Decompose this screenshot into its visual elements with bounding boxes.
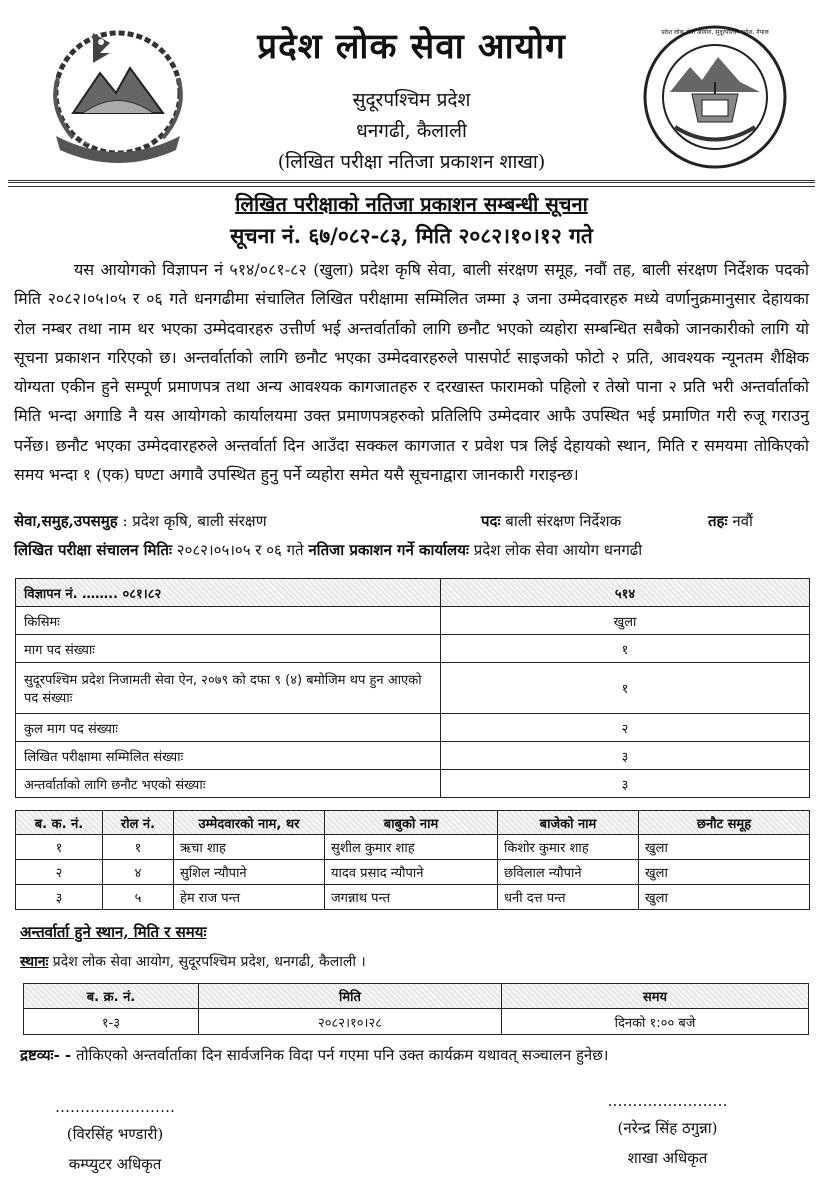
table-cell: ३ — [441, 770, 810, 798]
table-cell: सुशील कुमार शाह — [325, 835, 498, 860]
column-header: ब. क. नं. — [16, 811, 103, 835]
table-cell: १ — [103, 835, 174, 860]
post-value: बाली संरक्षण निर्देशक — [505, 512, 622, 530]
signatory-name: (नरेन्द्र सिंह ठगुन्ना) — [617, 1119, 718, 1137]
exam-date-value: २०८२।०५।०५ र ०६ गते — [176, 541, 304, 559]
column-header: बाबुको नाम — [325, 811, 498, 835]
table-cell: २ — [441, 714, 810, 742]
venue-line — [20, 952, 366, 971]
notice-title: लिखित परीक्षाको नतिजा प्रकाशन सम्बन्धी सूचना — [235, 192, 588, 216]
table-cell: हेम राज पन्त — [174, 885, 325, 910]
table-row — [16, 663, 810, 714]
table-cell: माग पद संख्याः — [16, 635, 441, 663]
table-cell: किशोर कुमार शाह — [498, 835, 639, 860]
table-cell: विज्ञापन नं. …….. ०८१।८२ — [16, 579, 441, 607]
level-value: नवौं — [732, 512, 753, 530]
table-cell: छविलाल न्यौपाने — [498, 860, 639, 885]
column-header: उम्मेदवारको नाम, थर — [174, 811, 325, 835]
column-header: छनौट समूह — [639, 811, 810, 835]
interview-schedule-table — [23, 983, 809, 1035]
signature-line: …………………… — [55, 1098, 175, 1116]
table-cell: १-३ — [24, 1009, 199, 1035]
service-info-line — [14, 511, 814, 531]
signatory-title: शाखा अधिकृत — [627, 1149, 708, 1167]
signature-block-right — [585, 1092, 750, 1168]
office-location: धनगढी, कैलाली — [356, 120, 467, 142]
table-row — [16, 860, 810, 885]
table-cell: किसिमः — [16, 607, 441, 635]
header-divider-thin — [8, 186, 815, 187]
column-header: रोल नं. — [103, 811, 174, 835]
table-cell: खुला — [639, 860, 810, 885]
table-cell: १ — [16, 835, 103, 860]
service-value: : प्रदेश कृषि, बाली संरक्षण — [122, 512, 267, 530]
table-row — [16, 742, 810, 770]
venue-label: स्थानः — [20, 954, 49, 970]
column-header: समय — [502, 984, 809, 1009]
table-cell: १ — [441, 635, 810, 663]
emblem-motto: जननी जन्मभूमिश्च स्वर्गादपि गरीयसी — [84, 140, 152, 146]
table-row — [16, 714, 810, 742]
table-cell: खुला — [639, 885, 810, 910]
venue-value: प्रदेश लोक सेवा आयोग, सुदूरपश्चिम प्रदेश, धनगढी, कैलाली । — [48, 954, 366, 970]
signatory-title: कम्प्युटर अधिकृत — [68, 1155, 162, 1173]
table-cell: ३ — [16, 885, 103, 910]
table-header-row — [16, 811, 810, 835]
vacancy-summary-table — [15, 578, 810, 798]
signatory-name: (विरसिंह भण्डारी) — [66, 1125, 164, 1143]
section-name: (लिखित परीक्षा नतिजा प्रकाशन शाखा) — [277, 151, 546, 173]
table-cell: ऋचा शाह — [174, 835, 325, 860]
table-row — [16, 607, 810, 635]
venue-heading: अन्तर्वार्ता हुने स्थान, मिति र समयः — [20, 923, 207, 941]
table-cell: सुशिल न्यौपाने — [174, 860, 325, 885]
header-divider — [8, 180, 815, 183]
table-cell: जगन्नाथ पन्त — [325, 885, 498, 910]
table-row — [16, 635, 810, 663]
table-cell: खुला — [639, 835, 810, 860]
table-cell: लिखित परीक्षामा सम्मिलित संख्याः — [16, 742, 441, 770]
office-label: नतिजा प्रकाशन गर्ने कार्यालयः — [308, 541, 469, 559]
table-cell: सुदूरपश्चिम प्रदेश निजामती सेवा ऐन, २०७९ को दफा ९ (४) बमोजिम थप हुन आएको पद संख्याः — [16, 663, 441, 714]
exam-info-line — [14, 540, 814, 560]
table-row — [16, 579, 810, 607]
level-label: तहः — [708, 512, 728, 530]
province-name: सुदूरपश्चिम प्रदेश — [352, 89, 471, 111]
exam-date-label: लिखित परीक्षा संचालन मितिः — [14, 541, 172, 559]
table-row — [16, 770, 810, 798]
column-header: मिति — [199, 984, 502, 1009]
table-cell: कुल माग पद संख्याः — [16, 714, 441, 742]
column-header: बाजेको नाम — [498, 811, 639, 835]
notice-number: सूचना नं. ६७/०८२-८३, मिति २०८२।१०।१२ गते — [230, 223, 593, 248]
notice-body: यस आयोगको विज्ञापन नं ५१४/०८१-८२ (खुला) प्रदेश कृषि सेवा, बाली संरक्षण समूह, नवौं तह, बाली संरक्षण निर्देशक पदको मिति २०८२।०५।०५ र ०६ गते धनगढीमा संचालित लिखित परीक्षामा सम्मिलित जम्मा ३ जना उम्मेदवारहरु मध्ये वर्णानुक्रमानुसार देहायका रोल नम्बर तथा नाम थर भएका उम्मेदवारहरु उत्तीर्ण भई अन्तर्वार्ताको लागि छनौट भएको व्यहोरा सम्बन्धित सबैको जानकारीको लागि यो सूचना प्रकाशन गरिएको छ। अन्तर्वार्ताको लागि छनौट भएका उम्मेदवारहरुले पासपोर्ट साइजको फोटो २ प्रति, आवश्यक न्यूनतम शैक्षिक योग्यता एकीन हुने सम्पूर्ण प्रमाणपत्र तथा अन्य आवश्यक कागजातहरु र दरखास्त फारामको पहिलो र तेस्रो पाना २ प्रति भरी अन्तर्वार्ताको मिति भन्दा अगाडि नै यस आयोगको कार्यालयमा उक्त प्रमाणपत्रहरुको प्रतिलिपि उम्मेदवार आफै उपस्थित भई प्रमाणित गरी रुजू गराउनु पर्नेछ। छनौट भएका उम्मेदवारहरुले अन्तर्वार्ता दिन आउँदा सक्कल कागजात र प्रवेश पत्र लिई देहायको स्थान, मिति र समयमा तोकिएको समय भन्दा १ (एक) घण्टा अगावै उपस्थित हुनु पर्ने व्यहोरा समेत यसै सूचनाद्वारा जानकारी गराइन्छ। — [14, 260, 809, 485]
table-cell: २ — [16, 860, 103, 885]
signature-line: …………………… — [607, 1092, 728, 1110]
signature-block-left — [40, 1098, 190, 1174]
note-text: तोकिएको अन्तर्वार्ताका दिन सार्वजनिक विदा पर्न गएमा पनि उक्त कार्यक्रम यथावत् सञ्चालन हुनेछ। — [71, 1046, 609, 1064]
logo-ring-text: प्रदेश लोक सेवा आयोग, सुदूरपश्चिम प्रदेश, नेपाल — [661, 29, 769, 36]
column-header: ब. क्र. नं. — [24, 984, 199, 1009]
table-cell: यादव प्रसाद न्यौपाने — [325, 860, 498, 885]
selected-candidates-table — [15, 810, 810, 910]
table-header-row — [24, 984, 809, 1009]
table-cell: अन्तर्वार्ताको लागि छनौट भएको संख्याः — [16, 770, 441, 798]
table-cell: ३ — [441, 742, 810, 770]
table-cell: २०८२।१०।२८ — [199, 1009, 502, 1035]
table-cell: दिनको १:०० बजे — [502, 1009, 809, 1035]
note-label: द्रष्टव्यः- - — [20, 1046, 72, 1064]
table-cell: ५१४ — [441, 579, 810, 607]
table-cell: खुला — [441, 607, 810, 635]
table-cell: ४ — [103, 860, 174, 885]
table-row — [24, 1009, 809, 1035]
service-label: सेवा,समुह,उपसमुह — [14, 512, 118, 530]
table-row — [16, 835, 810, 860]
table-cell: १ — [441, 663, 810, 714]
table-cell: धनी दत्त पन्त — [498, 885, 639, 910]
table-cell: ५ — [103, 885, 174, 910]
note-line — [20, 1045, 608, 1065]
office-value: प्रदेश लोक सेवा आयोग धनगढी — [473, 541, 643, 559]
post-label: पदः — [481, 512, 501, 530]
table-row — [16, 885, 810, 910]
org-name: प्रदेश लोक सेवा आयोग — [257, 26, 566, 67]
